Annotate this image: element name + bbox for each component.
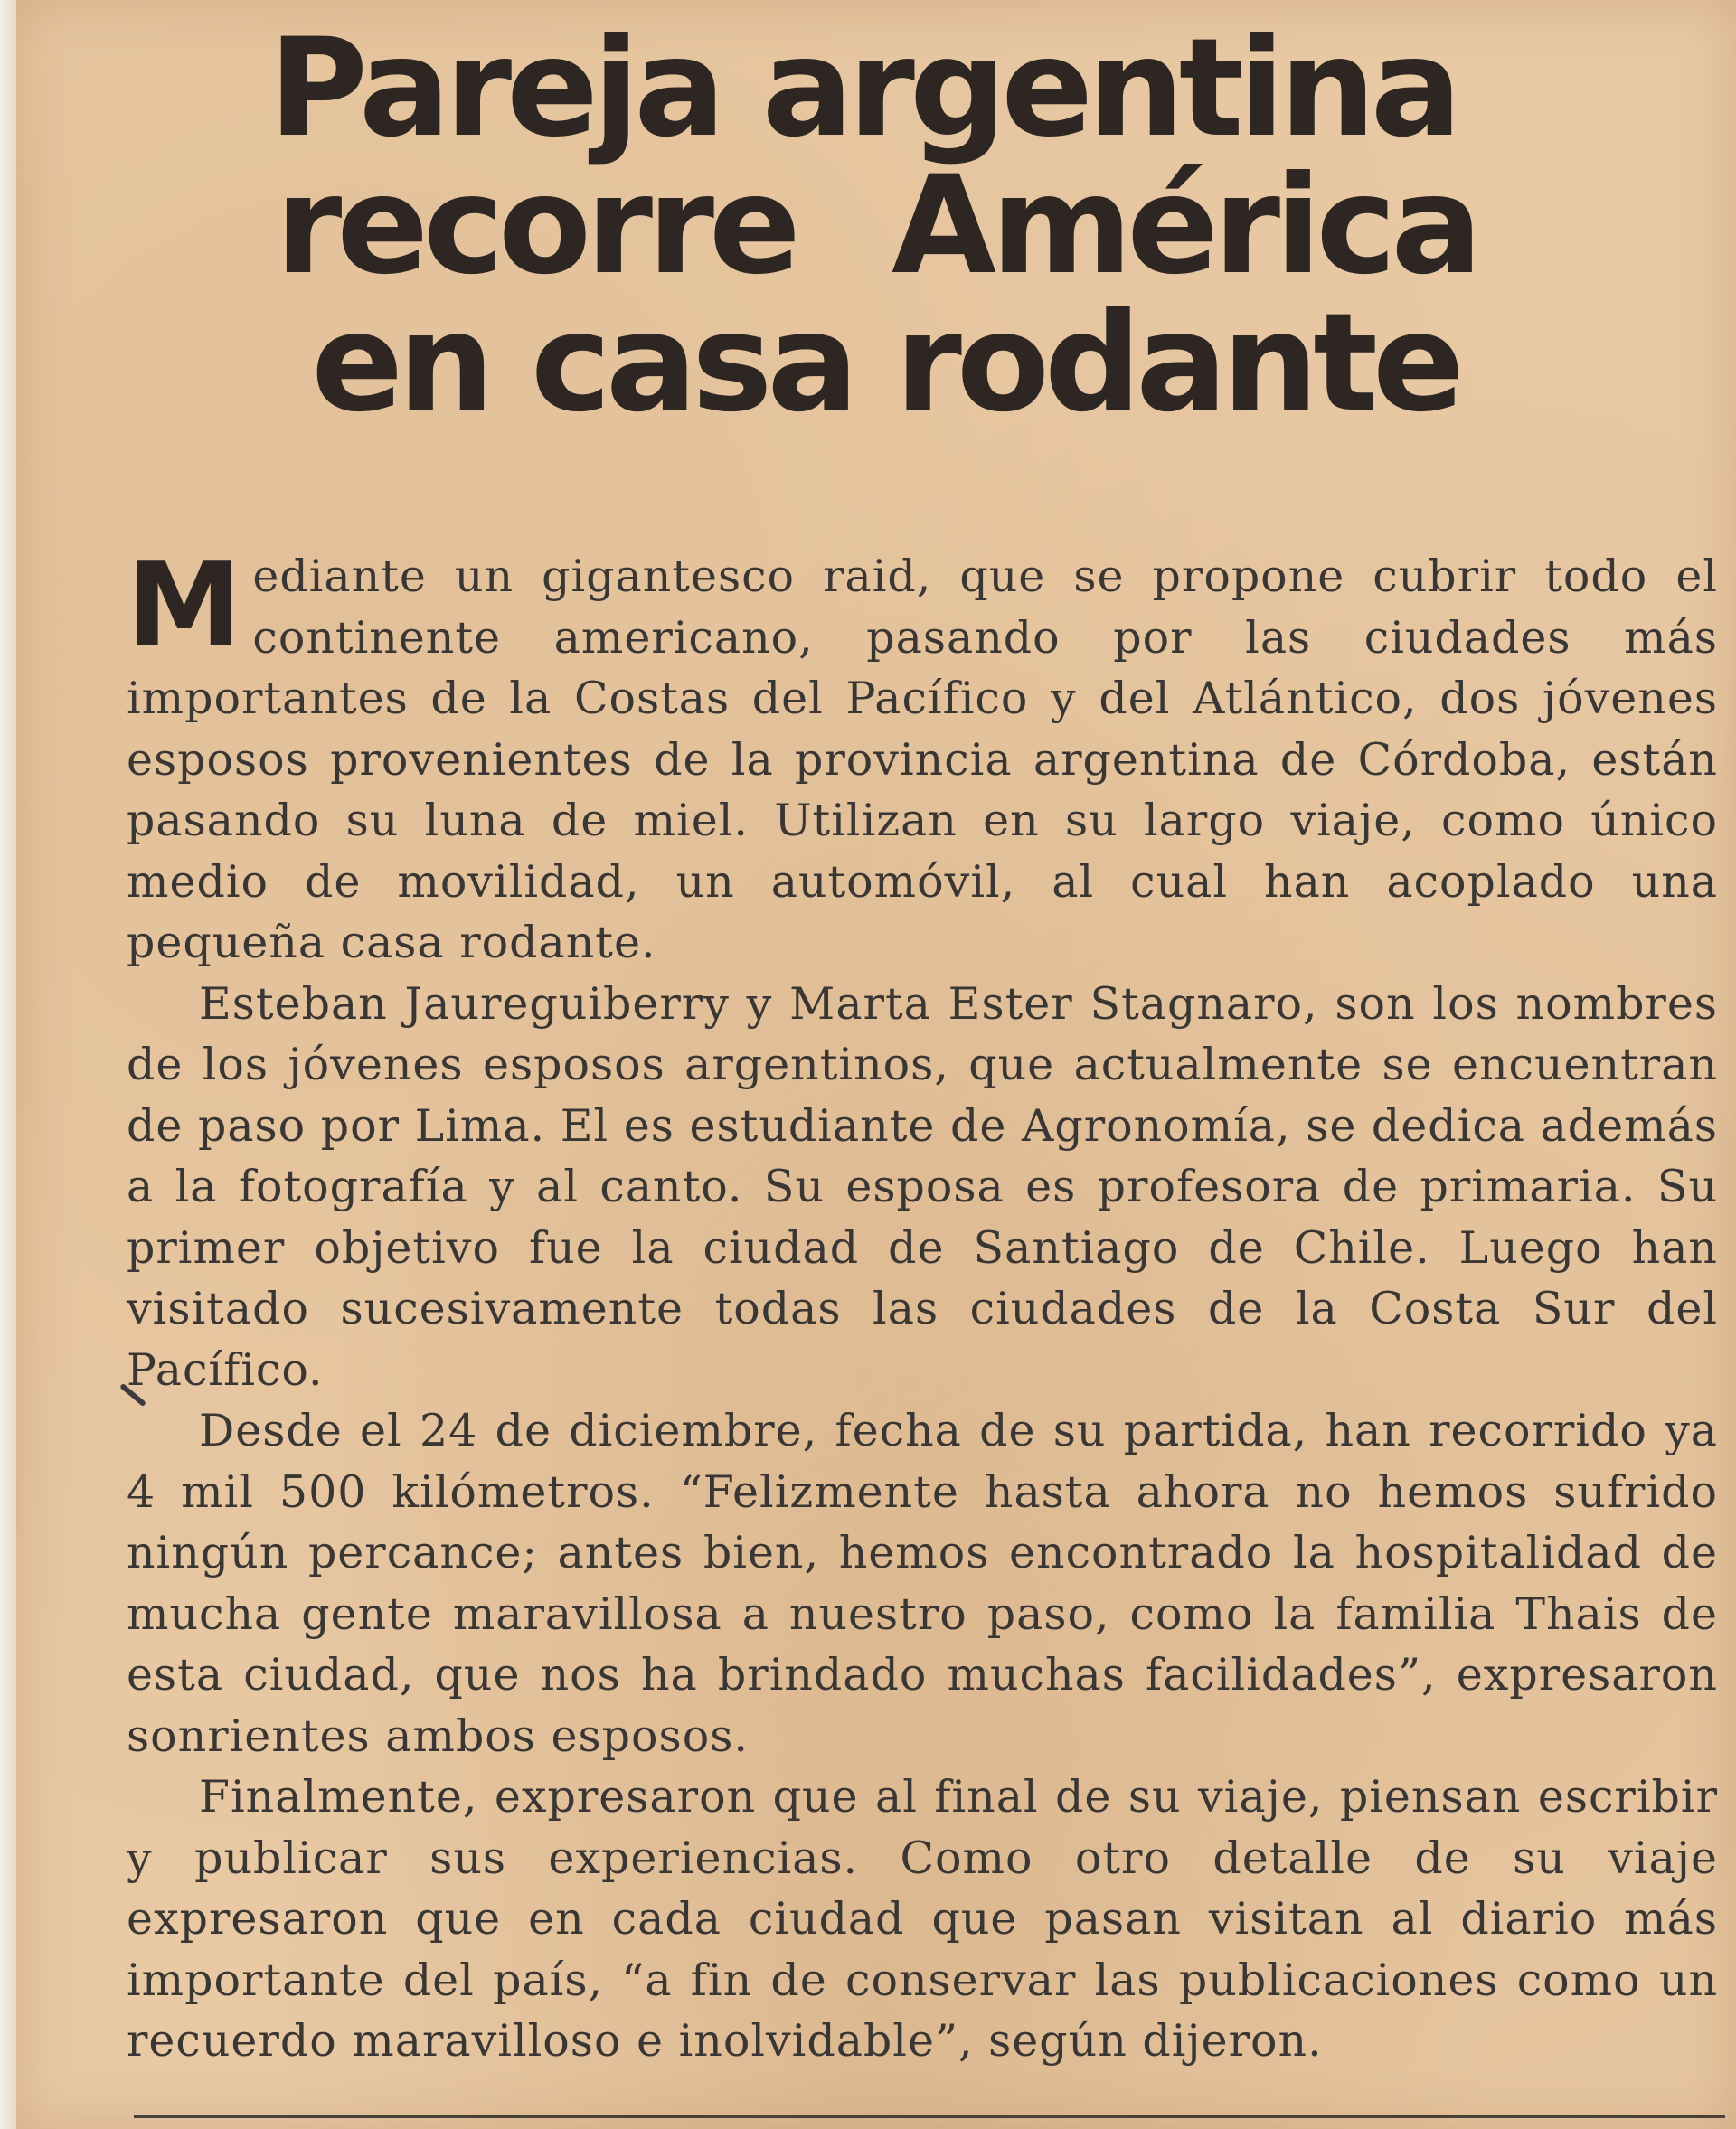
headline-line-1: Pareja argentina bbox=[269, 10, 1457, 167]
drop-cap: M bbox=[127, 538, 239, 673]
paragraph-4: Finalmente, expresaron que al final de su viaje, piensan escribir y publicar sus experiencias. Como otro detalle de su viaje expresaron que en cada ciudad que pasan visitan al diario más importante del país, “a fin de conservar las publicaciones como un recuerdo maravilloso e inolvidable”, según dijeron. bbox=[127, 1771, 1718, 2067]
headline-line-2: recorre América bbox=[275, 147, 1477, 305]
scan-background-edge bbox=[0, 0, 16, 2129]
paragraph-2: Esteban Jaureguiberry y Marta Ester Stagnaro, son los nombres de los jóvenes esposos argentinos, que actualmente se encuentran de paso por Lima. El es estudiante de Agronomía, se dedica además a la fotografía y al canto. Su esposa es profesora de primaria. Su primer objetivo fue la ciudad de Santiago de Chile. Luego han visitado sucesivamente todas las ciudades de la Costa Sur del Pacífico. bbox=[127, 977, 1718, 1396]
paragraph-1-container bbox=[127, 538, 1718, 974]
paragraph-1: ediante un gigantesco raid, que se propone cubrir todo el continente americano, pasando por las ciudades más importantes de la Costas del Pacífico y del Atlántico, dos jóvenes esposos provenientes de la provincia argentina de Córdoba, están pasando su luna de miel. Utilizan en su largo viaje, como único medio de movilidad, un automóvil, al cual han acoplado una pequeña casa rodante. bbox=[127, 551, 1718, 968]
headline bbox=[16, 10, 1736, 442]
paragraph-3: Desde el 24 de diciembre, fecha de su partida, han recorrido ya 4 mil 500 kilómetros. “Felizmente hasta ahora no hemos sufrido ningún percance; antes bien, hemos encontrado la hospitalidad de mucha gente maravillosa a nuestro paso, como la familia Thais de esta ciudad, que nos ha brindado muchas facilidades”, expresaron sonrientes ambos esposos. bbox=[127, 1405, 1718, 1762]
headline-line-3: en casa rodante bbox=[311, 285, 1459, 442]
newspaper-clipping bbox=[16, 0, 1736, 2129]
bottom-rule bbox=[134, 2115, 1725, 2118]
article-body bbox=[127, 538, 1718, 2072]
